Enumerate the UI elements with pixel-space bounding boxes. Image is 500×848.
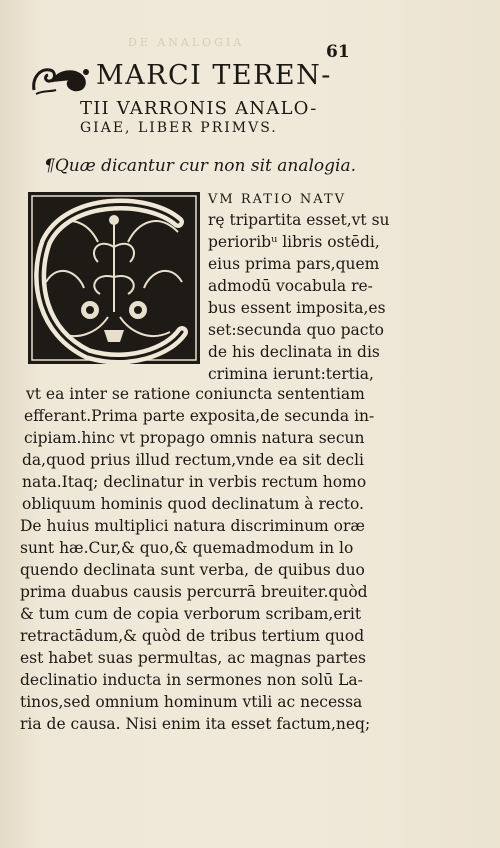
text-line: nata.Itaq; declinatur in verbis rectum homo bbox=[22, 473, 367, 491]
decorated-initial-c-icon bbox=[28, 192, 200, 364]
text-line: bus essent imposita,es bbox=[208, 299, 386, 317]
text-line: est habet suas permultas, ac magnas partes bbox=[20, 649, 366, 667]
title-line-3: GIAE, LIBER PRIMVS. bbox=[80, 120, 278, 136]
text-line: prima duabus causis percurrā breuiter.quòd bbox=[20, 583, 368, 601]
text-line: quendo declinata sunt verba, de quibus duo bbox=[20, 561, 365, 579]
text-line: admodū vocabula re- bbox=[208, 277, 373, 295]
title-line-1: MARCI TEREN- bbox=[96, 60, 332, 91]
text-line: rę tripartita esset,vt su bbox=[208, 211, 390, 229]
title-line-2: TII VARRONIS ANALO- bbox=[80, 98, 318, 119]
text-line: De huius multiplici natura discriminum oræ bbox=[20, 517, 365, 535]
text-line: ria de causa. Nisi enim ita esset factum,neq; bbox=[20, 715, 371, 733]
text-line: set:secunda quo pacto bbox=[208, 321, 385, 339]
page-number: 61 bbox=[326, 42, 350, 62]
text-line: da,quod prius illud rectum,vnde ea sit decli bbox=[22, 451, 364, 469]
text-line: VM RATIO NATV bbox=[208, 192, 347, 207]
show-through-running-head: DE ANALOGIA bbox=[128, 36, 245, 49]
text-line: cipiam.hinc vt propago omnis natura secun bbox=[24, 429, 365, 447]
text-line: tinos,sed omnium hominum vtili ac necessa bbox=[20, 693, 363, 711]
text-line: declinatio inducta in sermones non solū La- bbox=[20, 671, 363, 689]
paragraph-mark-icon: ¶ bbox=[44, 156, 55, 176]
text-line: de his declinata in dis bbox=[208, 343, 380, 361]
text-line: vt ea inter se ratione coniuncta sententiam bbox=[26, 385, 365, 403]
text-line: retractādum,& quòd de tribus tertium quod bbox=[20, 627, 365, 645]
chapter-heading: ¶Quæ dicantur cur non sit analogia. bbox=[44, 156, 357, 176]
text-line: sunt hæ.Cur,& quo,& quemadmodum in lo bbox=[20, 539, 354, 557]
text-line: efferant.Prima parte exposita,de secunda in- bbox=[24, 407, 375, 425]
text-line: obliquum hominis quod declinatum à recto. bbox=[22, 495, 364, 513]
text-line: & tum cum de copia verborum scribam,erit bbox=[20, 605, 362, 623]
text-line: perioribᵘ libris ostēdi, bbox=[208, 233, 380, 251]
text-line: crimina ierunt:tertia, bbox=[208, 365, 374, 383]
fleuron-icon bbox=[30, 60, 92, 98]
text-line: eius prima pars,quem bbox=[208, 255, 380, 273]
